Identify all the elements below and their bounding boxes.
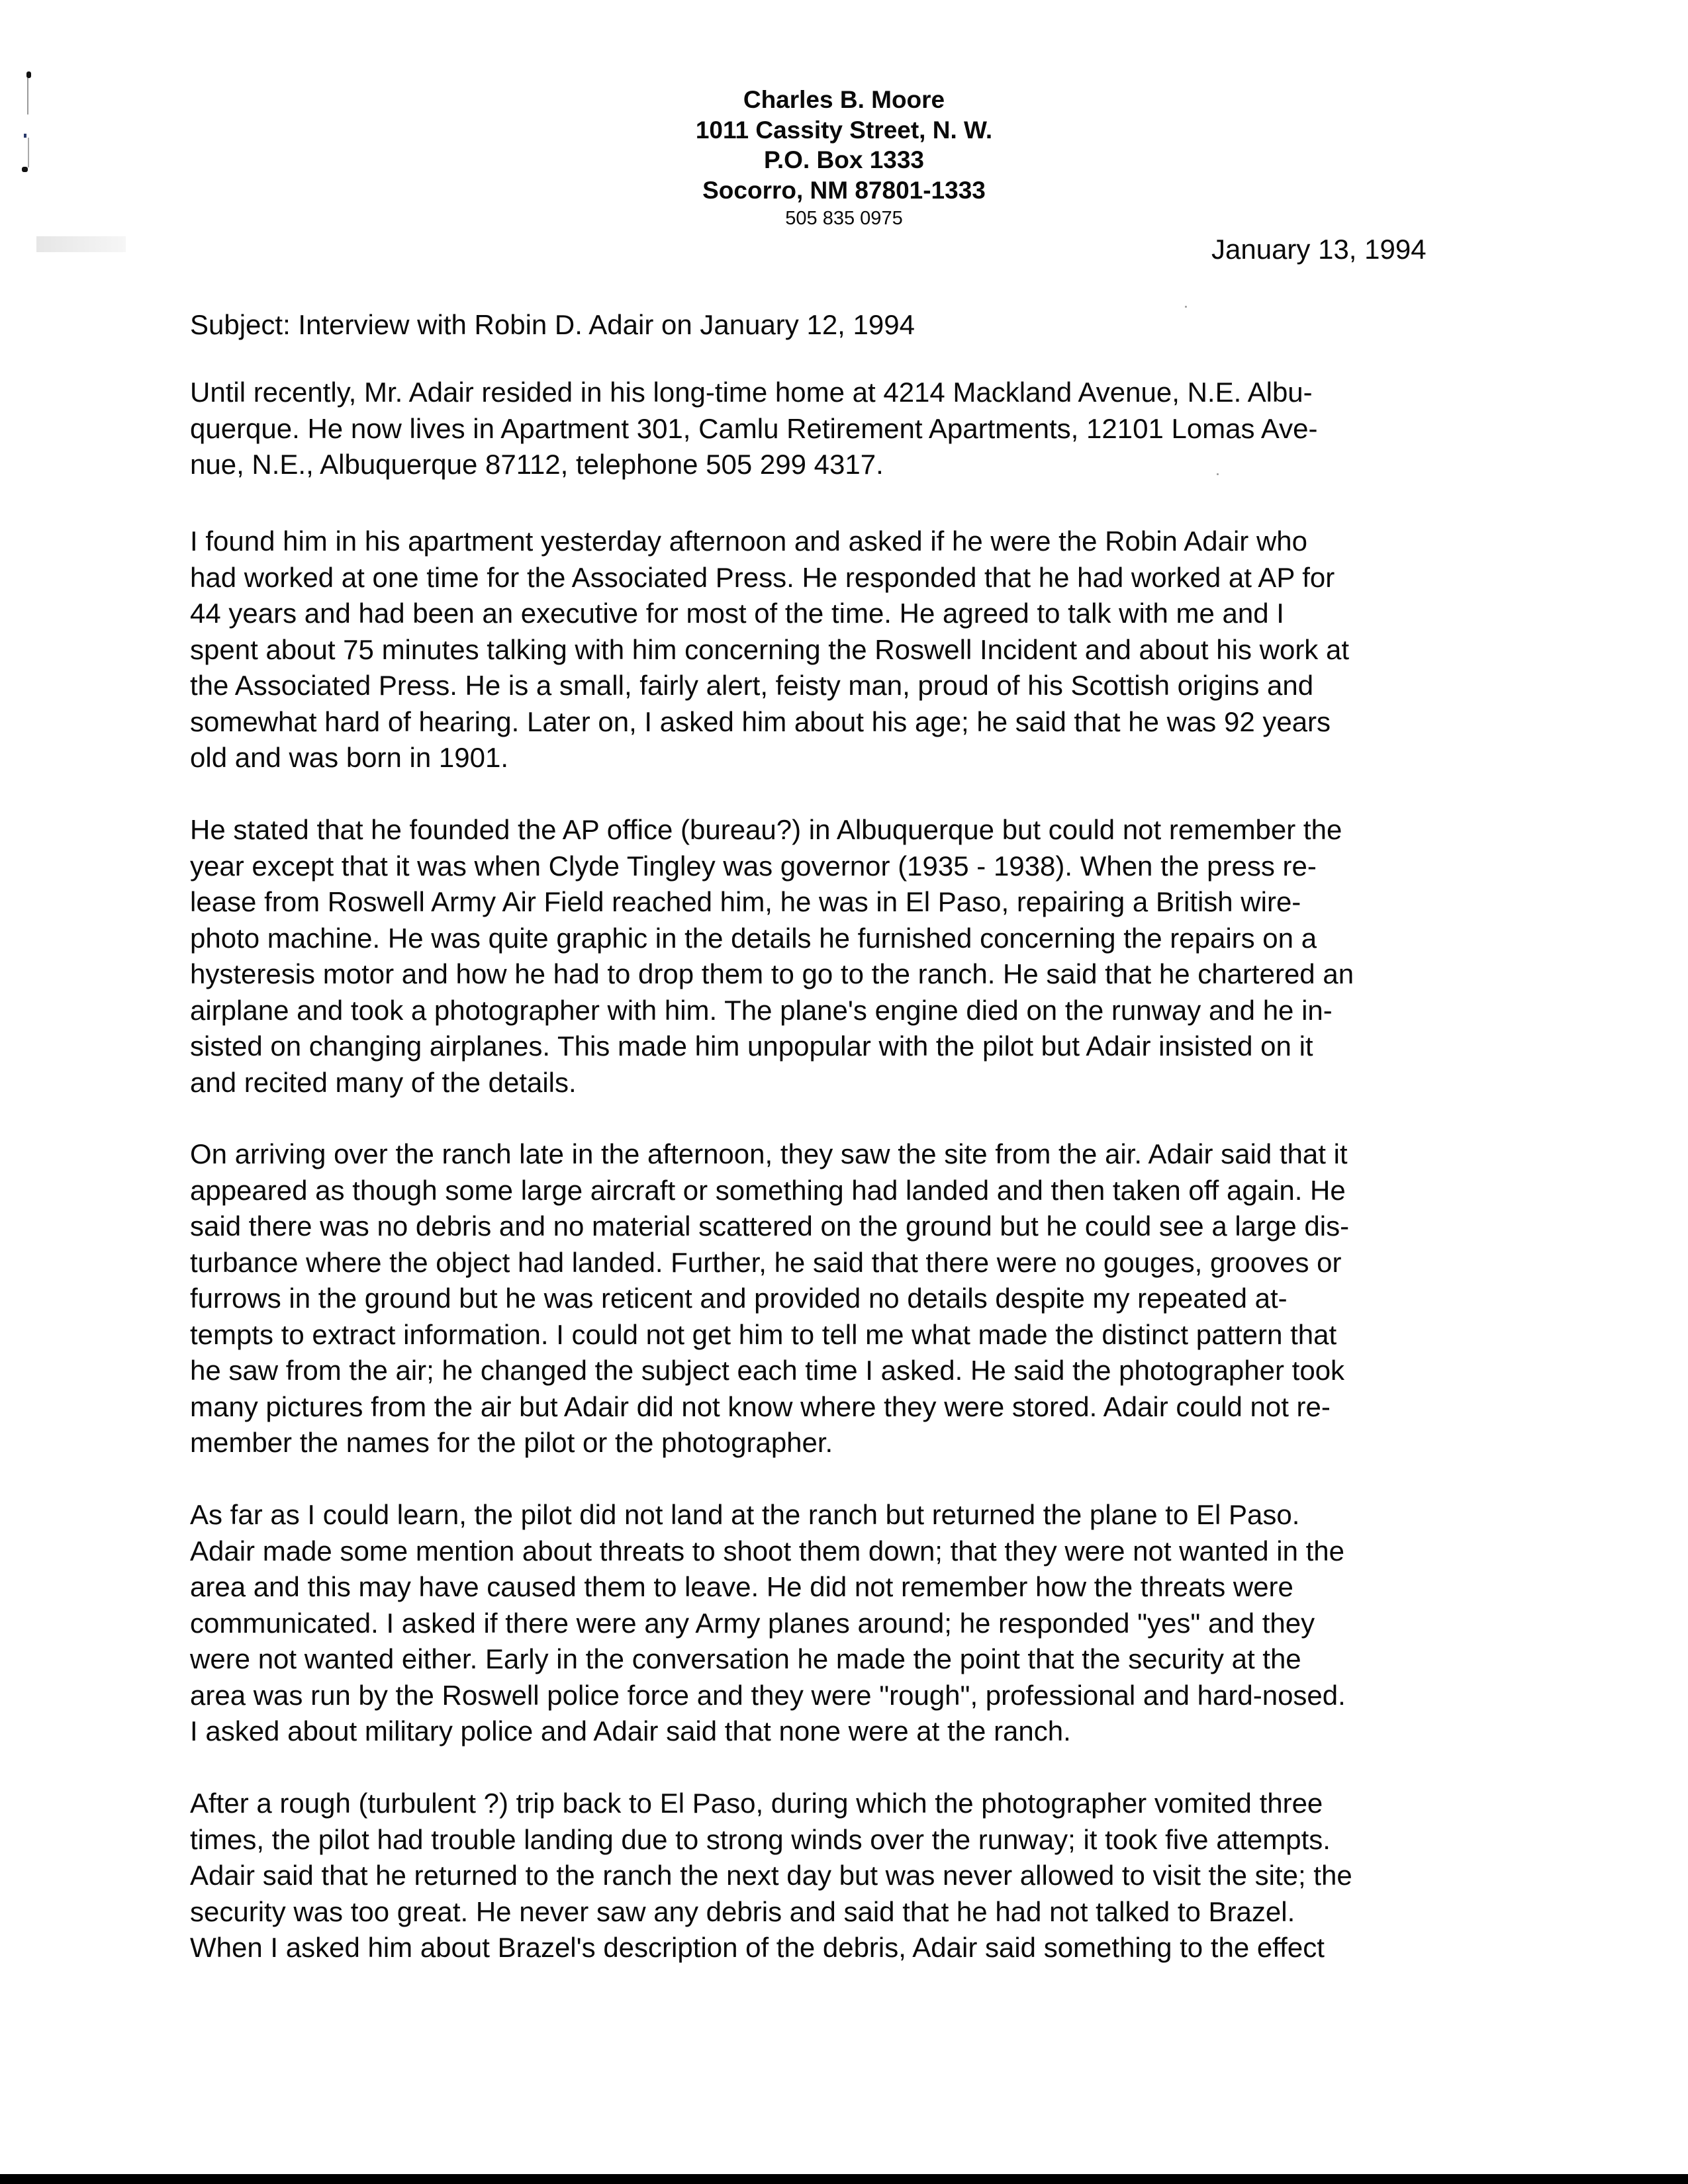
text-line: He stated that he founded the AP office (bureau?) in Albuquerque but could not remember the <box>190 814 1342 845</box>
text-line: Adair said that he returned to the ranch the next day but was never allowed to visit the site; the <box>190 1860 1352 1891</box>
text-line: area and this may have caused them to leave. He did not remember how the threats were <box>190 1571 1293 1602</box>
scan-bottom-edge <box>0 2174 1688 2184</box>
paragraph-introduction <box>190 523 1349 776</box>
text-line: querque. He now lives in Apartment 301, Camlu Retirement Apartments, 12101 Lomas Ave- <box>190 412 1318 444</box>
text-line: communicated. I asked if there were any Army planes around; he responded "yes" and they <box>190 1607 1315 1639</box>
text-line: old and was born in 1901. <box>190 742 509 773</box>
sender-po-box: P.O. Box 1333 <box>763 146 925 173</box>
subject-line: Subject: Interview with Robin D. Adair on January 12, 1994 <box>190 309 915 340</box>
text-line: I found him in his apartment yesterday afternoon and asked if he were the Robin Adair who <box>190 525 1307 557</box>
scan-speck <box>1185 306 1187 308</box>
text-line: turbance where the object had landed. Further, he said that there were no gouges, grooves or <box>190 1246 1342 1278</box>
text-line: 44 years and had been an executive for most of the time. He agreed to talk with me and I <box>190 598 1284 629</box>
text-line: nue, N.E., Albuquerque 87112, telephone 505 299 4317. <box>190 449 884 480</box>
text-line: security was too great. He never saw any debris and said that he had not talked to Brazel. <box>190 1895 1295 1927</box>
text-line: times, the pilot had trouble landing due to strong winds over the runway; it took five attempts. <box>190 1823 1331 1855</box>
text-line: Adair made some mention about threats to shoot them down; that they were not wanted in the <box>190 1535 1345 1567</box>
text-line: hysteresis motor and how he had to drop them to go to the ranch. He said that he chartered an <box>190 958 1354 989</box>
text-line: photo machine. He was quite graphic in the details he furnished concerning the repairs on a <box>190 922 1317 954</box>
text-line: Until recently, Mr. Adair resided in his long-time home at 4214 Mackland Avenue, N.E. Albu- <box>190 377 1313 408</box>
paragraph-threats <box>190 1497 1346 1750</box>
text-line: member the names for the pilot or the photographer. <box>190 1427 833 1458</box>
letter-date: January 13, 1994 <box>1211 234 1427 265</box>
text-line: area was run by the Roswell police force and they were "rough", professional and hard-nosed. <box>190 1679 1346 1711</box>
sender-city-state-zip: Socorro, NM 87801-1333 <box>702 176 986 204</box>
text-line: I asked about military police and Adair said that none were at the ranch. <box>190 1715 1071 1747</box>
text-line: appeared as though some large aircraft or something had landed and then taken off again. He <box>190 1174 1346 1206</box>
paragraph-ap-office <box>190 812 1354 1101</box>
text-line: he saw from the air; he changed the subject each time I asked. He said the photographer took <box>190 1355 1345 1386</box>
letterhead <box>0 85 1688 232</box>
text-line: As far as I could learn, the pilot did not land at the ranch but returned the plane to El Paso. <box>190 1499 1300 1530</box>
text-line: When I asked him about Brazel's description of the debris, Adair said something to the effect <box>190 1932 1325 1963</box>
text-line: After a rough (turbulent ?) trip back to El Paso, during which the photographer vomited three <box>190 1788 1323 1819</box>
text-line: were not wanted either. Early in the conversation he made the point that the security at the <box>190 1643 1301 1674</box>
sender-street: 1011 Cassity Street, N. W. <box>695 116 993 144</box>
text-line: said there was no debris and no material scattered on the ground but he could see a large dis- <box>190 1210 1350 1242</box>
text-line: had worked at one time for the Associated Press. He responded that he had worked at AP for <box>190 561 1335 593</box>
sender-name: Charles B. Moore <box>743 86 945 113</box>
text-line: tempts to extract information. I could not get him to tell me what made the distinct pattern that <box>190 1318 1337 1350</box>
text-line: the Associated Press. He is a small, fairly alert, feisty man, proud of his Scottish origins and <box>190 670 1314 701</box>
scan-smudge <box>36 236 126 252</box>
text-line: lease from Roswell Army Air Field reached him, he was in El Paso, repairing a British wire- <box>190 886 1301 917</box>
text-line: somewhat hard of hearing. Later on, I asked him about his age; he said that he was 92 years <box>190 705 1331 737</box>
text-line: year except that it was when Clyde Tingley was governor (1935 - 1938). When the press re- <box>190 850 1317 882</box>
paragraph-ranch-flyover <box>190 1136 1349 1461</box>
text-line: furrows in the ground but he was reticent and provided no details despite my repeated at- <box>190 1283 1288 1314</box>
text-line: and recited many of the details. <box>190 1066 577 1098</box>
text-line: On arriving over the ranch late in the afternoon, they saw the site from the air. Adair said that it <box>190 1138 1348 1169</box>
text-line: many pictures from the air but Adair did not know where they were stored. Adair could not re- <box>190 1390 1331 1422</box>
paragraph-residence <box>190 375 1317 483</box>
paragraph-return-trip <box>190 1786 1352 1966</box>
text-line: sisted on changing airplanes. This made him unpopular with the pilot but Adair insisted on it <box>190 1030 1313 1062</box>
sender-phone: 505 835 0975 <box>785 208 903 229</box>
text-line: spent about 75 minutes talking with him concerning the Roswell Incident and about his work at <box>190 633 1349 665</box>
scan-mark <box>26 71 31 78</box>
text-line: airplane and took a photographer with him. The plane's engine died on the runway and he in- <box>190 994 1333 1026</box>
